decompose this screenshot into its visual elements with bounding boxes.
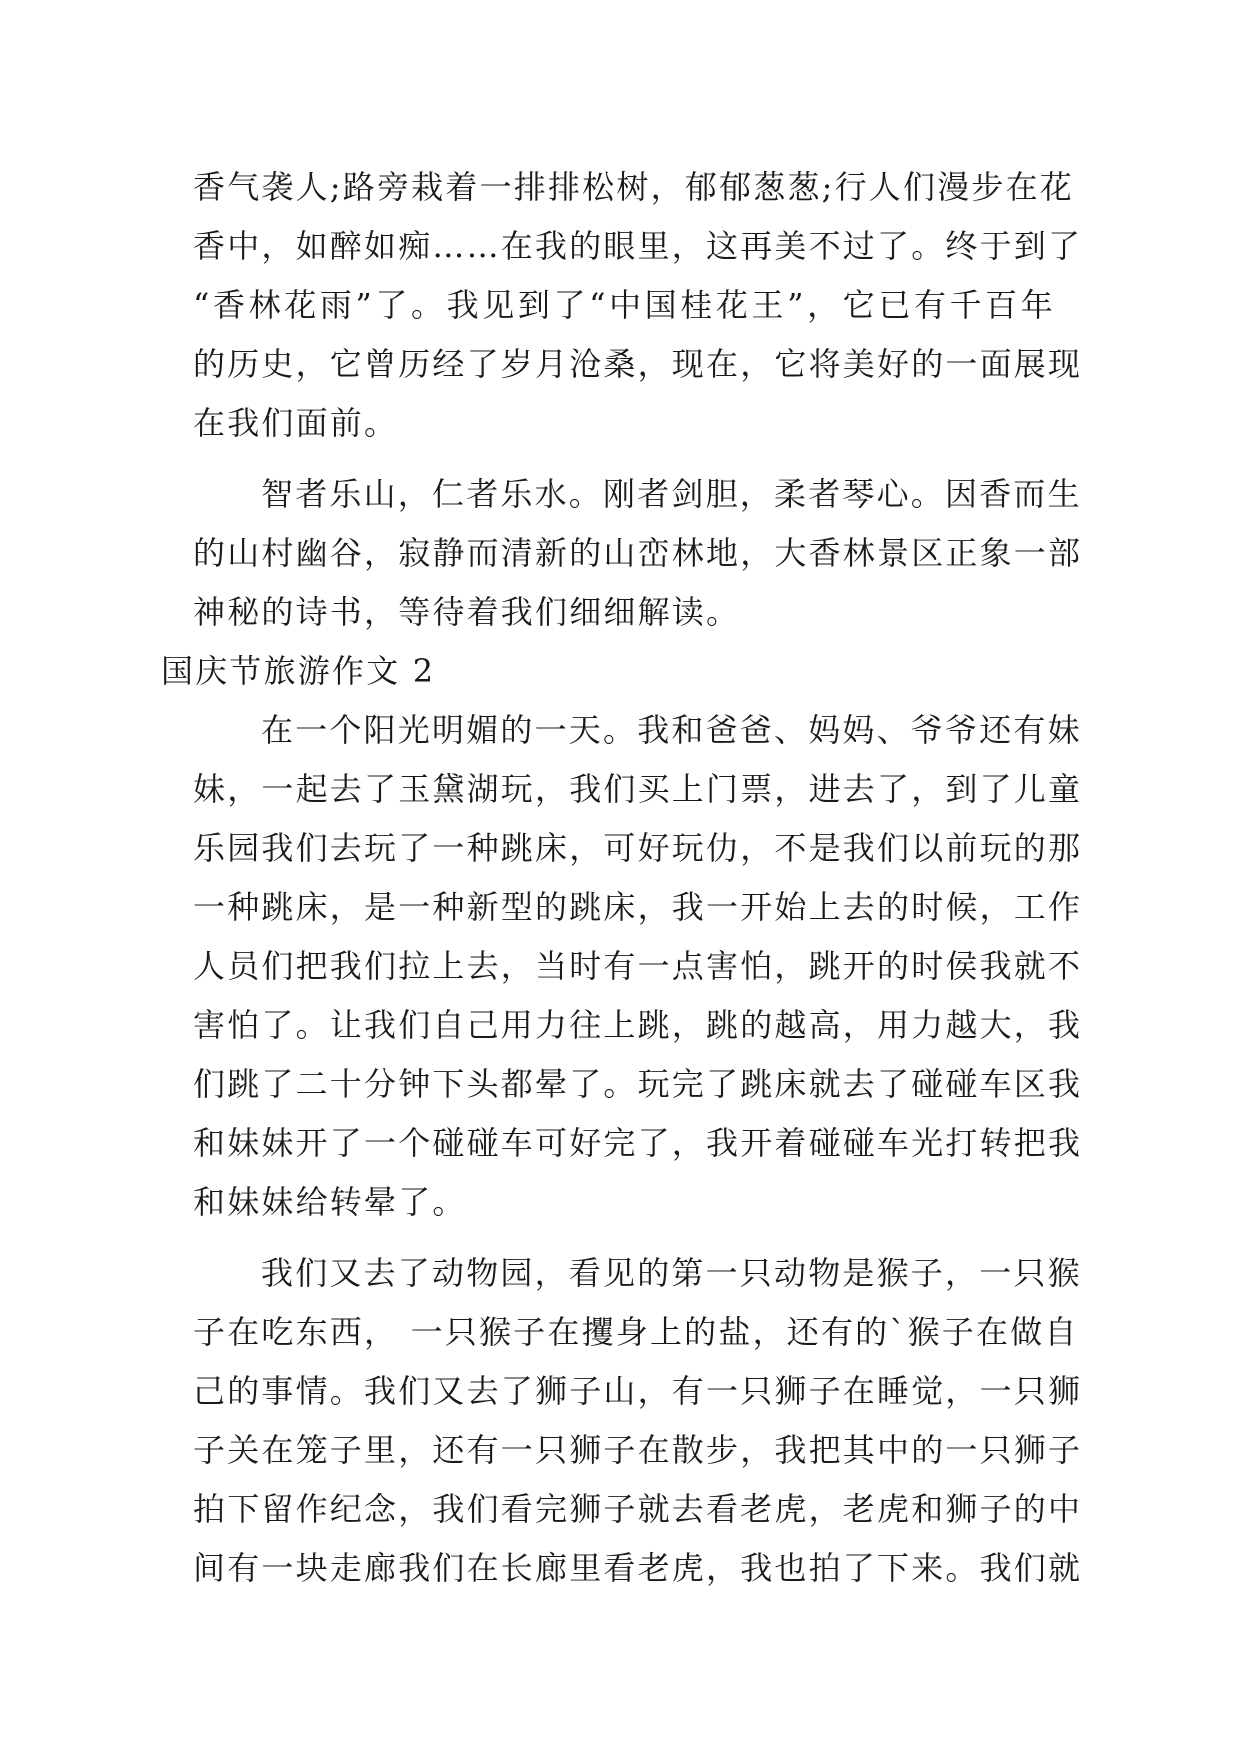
- text-line: 害怕了。让我们自己用力往上跳，跳的越高，用力越大，我: [193, 1006, 1083, 1044]
- text-line: “香林花雨”了。我见到了“中国桂花王”，它已有千百年: [193, 286, 1055, 324]
- text-line: 我们又去了动物园，看见的第一只动物是猴子，一只猴: [261, 1254, 1082, 1292]
- text-line: 的历史，它曾历经了岁月沧桑，现在，它将美好的一面展现: [193, 345, 1083, 383]
- text-line: 和妹妹给转晕了。: [193, 1183, 467, 1221]
- section-heading: 国庆节旅游作文 2: [161, 652, 436, 690]
- text-line: 妹，一起去了玉黛湖玩，我们买上门票，进去了，到了儿童: [193, 770, 1083, 808]
- text-line: 香气袭人;路旁栽着一排排松树，郁郁葱葱;行人们漫步在花: [193, 168, 1074, 206]
- paragraph-1: [193, 158, 1083, 453]
- text-line: 神秘的诗书，等待着我们细细解读。: [193, 593, 741, 631]
- text-line: 子在吃东西， 一只猴子在攫身上的盐，还有的`猴子在做自: [193, 1313, 1079, 1351]
- document-body: [161, 158, 1083, 1598]
- paragraph-2: [193, 465, 1083, 642]
- text-line: 们跳了二十分钟下头都晕了。玩完了跳床就去了碰碰车区我: [193, 1065, 1083, 1103]
- text-line: 的山村幽谷，寂静而清新的山峦林地，大香林景区正象一部: [193, 534, 1083, 572]
- paragraph-gap: [193, 453, 1055, 465]
- text-line: 一种跳床，是一种新型的跳床，我一开始上去的时候，工作: [193, 888, 1083, 926]
- text-line: 智者乐山，仁者乐水。刚者剑胆，柔者琴心。因香而生: [261, 475, 1082, 513]
- text-line: 间有一块走廊我们在长廊里看老虎，我也拍了下来。我们就: [193, 1549, 1083, 1587]
- paragraph-3: [193, 701, 1083, 1232]
- text-line: 己的事情。我们又去了狮子山，有一只狮子在睡觉，一只狮: [193, 1372, 1083, 1410]
- paragraph-4: [193, 1244, 1083, 1598]
- paragraph-gap: [193, 1232, 1055, 1244]
- text-line: 和妹妹开了一个碰碰车可好完了，我开着碰碰车光打转把我: [193, 1124, 1083, 1162]
- text-line: 人员们把我们拉上去，当时有一点害怕，跳开的时侯我就不: [193, 947, 1083, 985]
- text-line: 在我们面前。: [193, 404, 399, 442]
- text-line: 在一个阳光明媚的一天。我和爸爸、妈妈、爷爷还有妹: [261, 711, 1082, 749]
- text-line: 子关在笼子里，还有一只狮子在散步，我把其中的一只狮子: [193, 1431, 1083, 1469]
- text-line: 乐园我们去玩了一种跳床，可好玩仂，不是我们以前玩的那: [193, 829, 1083, 867]
- text-line: 香中，如醉如痴……在我的眼里，这再美不过了。终于到了: [193, 227, 1083, 265]
- text-line: 拍下留作纪念，我们看完狮子就去看老虎，老虎和狮子的中: [193, 1490, 1083, 1528]
